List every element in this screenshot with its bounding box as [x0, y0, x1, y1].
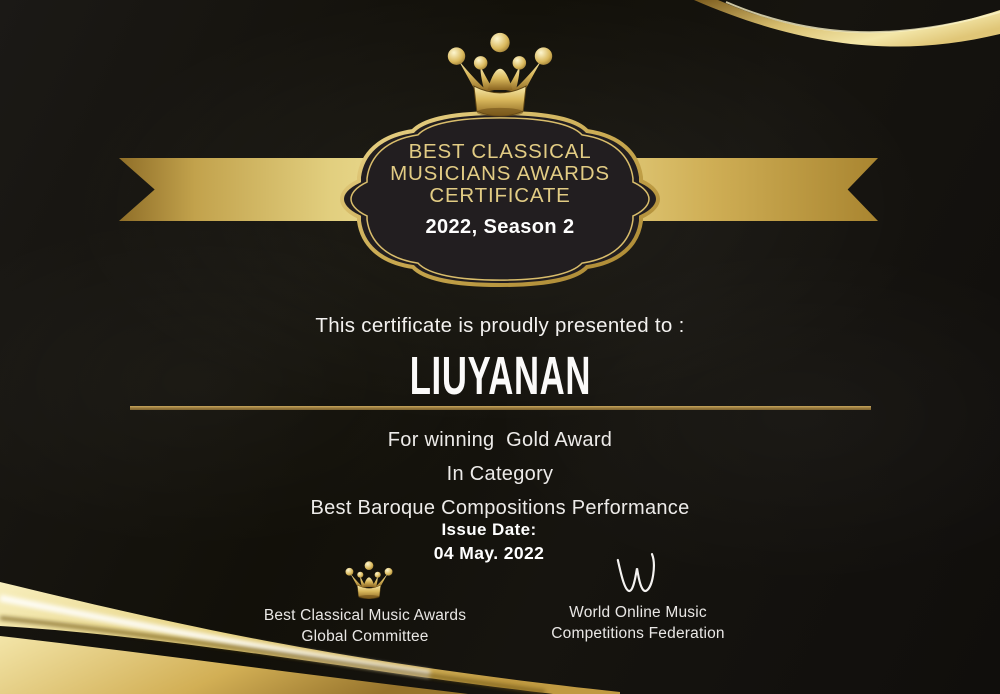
issuer-right-line1: World Online Music — [569, 604, 707, 621]
recipient-name — [0, 346, 1000, 405]
badge-title-line1: BEST CLASSICAL — [408, 140, 592, 163]
issuer-left-line1: Best Classical Music Awards — [263, 607, 467, 624]
divider-line — [130, 406, 871, 410]
badge-title-line3: CERTIFICATE — [429, 184, 571, 207]
badge-content — [335, 108, 665, 290]
crown-icon — [442, 30, 558, 119]
issuer-right-line2: Competitions Federation — [551, 625, 725, 642]
gold-swoosh-top-right — [600, 0, 1000, 70]
recipient-name-text: LIUYANAN — [409, 345, 591, 406]
issuer-right — [508, 602, 768, 644]
badge-title-line2: MUSICIANS AWARDS — [390, 162, 610, 185]
issue-date-value: 04 May. 2022 — [433, 543, 545, 563]
issue-date-label: Issue Date: — [441, 520, 537, 539]
award-line-winning: For winning Gold Award — [387, 429, 613, 451]
signature-w-icon — [612, 548, 662, 602]
award-line-category-name: Best Baroque Compositions Performance — [310, 497, 690, 519]
award-section — [0, 427, 1000, 529]
award-line-category: In Category — [446, 463, 554, 485]
crown-icon — [342, 560, 396, 600]
issuer-left — [235, 605, 495, 647]
badge-season: 2022, Season 2 — [425, 216, 575, 238]
presentation-text: This certificate is proudly presented to : — [315, 314, 685, 337]
issuer-left-line2: Global Committee — [301, 628, 429, 645]
